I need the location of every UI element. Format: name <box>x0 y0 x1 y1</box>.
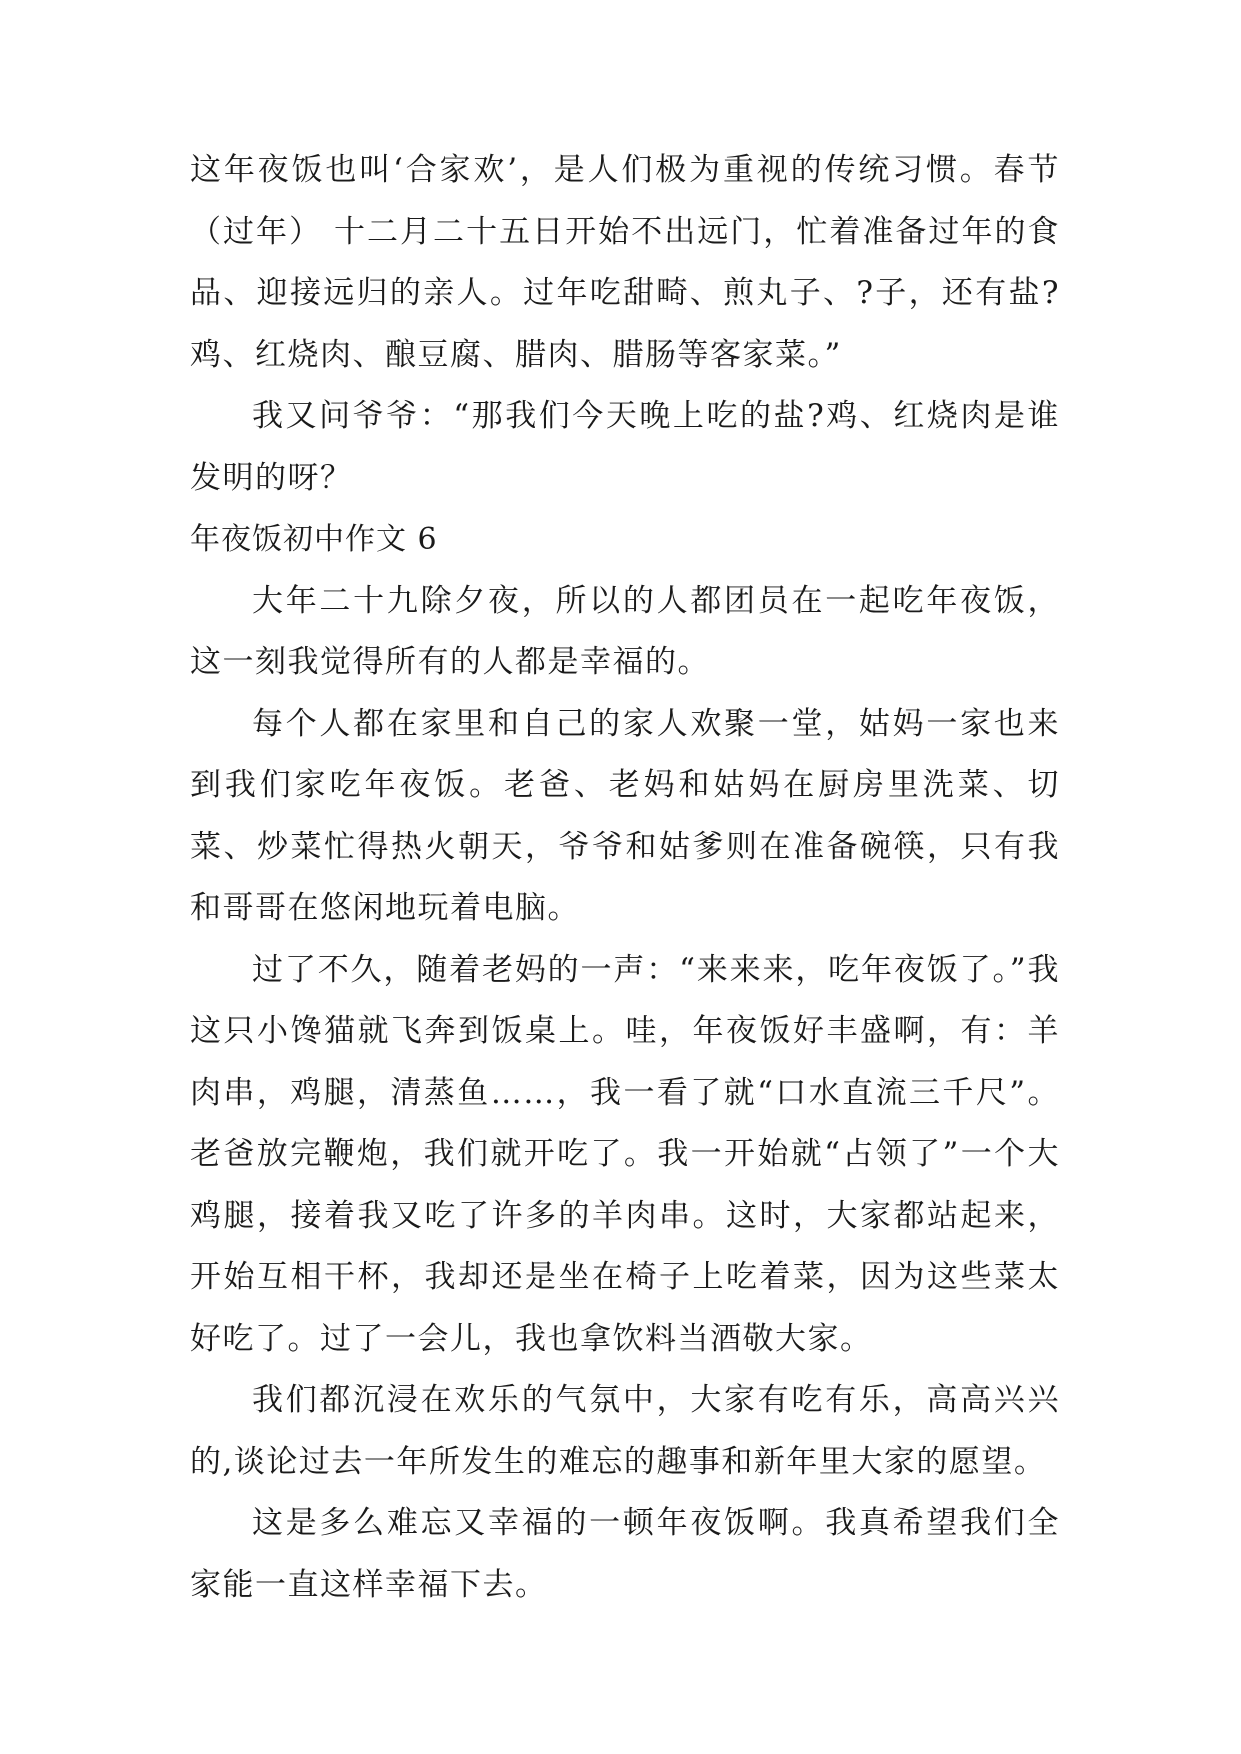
section-heading: 年夜饭初中作文 6 <box>190 522 438 557</box>
document-page <box>190 140 1060 1616</box>
essay-paragraph-3: 过了不久，随着老妈的一声：“来来来，吃年夜饭了。”我这只小馋猫就飞奔到饭桌上。哇，年夜饭好丰盛啊，有：羊肉串，鸡腿，清蒸鱼……，我一看了就“口水直流三千尺”。老爸放完鞭炮，我们就开吃了。我一开始就“占领了”一个大鸡腿，接着我又吃了许多的羊肉串。这时，大家都站起来，开始互相干杯，我却还是坐在椅子上吃着菜，因为这些菜太好吃了。过了一会儿，我也拿饮料当酒敬大家。 <box>190 951 1060 1357</box>
paragraph-continued: 这年夜饭也叫‘合家欢’，是人们极为重视的传统习惯。春节（过年） 十二月二十五日开始不出远门，忙着准备过年的食品、迎接远归的亲人。过年吃甜畸、煎丸子、?子，还有盐?鸡、红烧肉、酿豆腐、腊肉、腊肠等客家菜。” <box>190 152 1060 373</box>
essay-paragraph-1: 大年二十九除夕夜，所以的人都团员在一起吃年夜饭，这一刻我觉得所有的人都是幸福的。 <box>190 582 1060 680</box>
essay-paragraph-4: 我们都沉浸在欢乐的气氛中，大家有吃有乐，高高兴兴的,谈论过去一年所发生的难忘的趣事和新年里大家的愿望。 <box>190 1382 1060 1480</box>
paragraph-question: 我又问爷爷：“那我们今天晚上吃的盐?鸡、红烧肉是谁发明的呀？ <box>190 398 1060 496</box>
essay-paragraph-5: 这是多么难忘又幸福的一顿年夜饭啊。我真希望我们全家能一直这样幸福下去。 <box>190 1505 1060 1603</box>
essay-paragraph-2: 每个人都在家里和自己的家人欢聚一堂，姑妈一家也来到我们家吃年夜饭。老爸、老妈和姑妈在厨房里洗菜、切菜、炒菜忙得热火朝天，爷爷和姑爹则在准备碗筷，只有我和哥哥在悠闲地玩着电脑。 <box>190 705 1060 926</box>
